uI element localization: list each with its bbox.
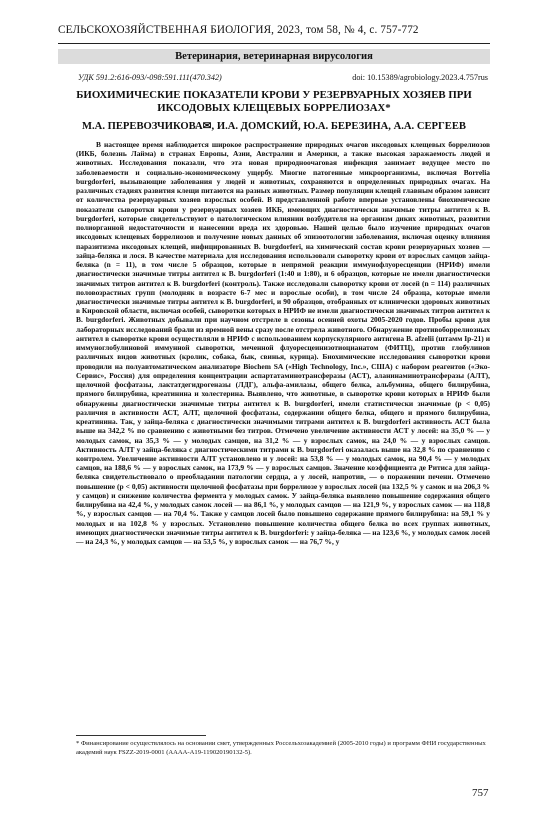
doi-link[interactable]: doi: 10.15389/agrobiology.2023.4.757rus	[352, 73, 488, 82]
author-list: М.А. ПЕРЕВОЗЧИКОВА✉, И.А. ДОМСКИЙ, Ю.А. БЕРЕЗИНА, А.А. СЕРГЕЕВ	[82, 121, 466, 132]
abstract-text: В настоящее время наблюдается широкое распространение природных очагов иксодовых клещевых боррелиозов (ИКБ, болезнь Лайма) в странах Европы, Азии, Австралии и Америки, а также высокая заражаемость людей и животных. Исследования показали, что эта новая природноочаговая инфекция занимает ведущее место по заболеваемости и социально-экономическому ущербу. Многие патогенные микроорганизмы, включая Borrelia burgdorferi, вызывающие заболевания у людей и животных, сохраняются в определенных природных очагах. На различных стадиях развития клещи питаются на разных животных. Размер популяции клещей главным образом зависит от количества резервуарных хозяев взрослых особей. В представленной работе впервые установлены биохимические показатели сыворотки крови у резервуарных хозяев ИКБ, имеющих диагностически значимые титры антител к B. burgdorferi, которые свидетельствуют о патологическом влиянии возбудителя на организм диких животных, развитии полиорганной недостаточности и нанесении вреда их здоровью. Нашей целью было изучение природных очагов иксодовых клещевых боррелиозов и получение новых данных об эпизоотологии заболевания, включая оценку влияния паразитизма иксодовых клещей, инфицированных B. burgdorferi, на химический состав крови резервуарных хозяев — зайца-беляка и лося. В качестве материала для исследования использовали сыворотку крови от взрослых самцов зайца-беляка (n = 11), в том числе 5 образцов, которые в непрямой реакции иммунофлуоресценции (НРИФ) имели диагностически значимые титры антител к B. burgdorferi (1:40 и 1:80), и 6 образцов, которые не имели диагностически значимых титров антител к B. burgdorferi (контроль). Также исследовали сыворотку крови от лосей (n = 114) различных половозрастных групп (молодняк в возрасте 6-7 мес и взрослые особи), в том числе 24 образца, которые имели диагностически значимые титры антител к B. burgdorferi, и 90 образцов, отобранных от клинически здоровых животных в Кировской области, включая особей, сыворотки которых в НРИФ не имели диагностически значимых титров антител к B. burgdorferi. Животных добывали при научном отстреле в сезоны осенней охоты 2005-2020 годов. Пробы крови для лабораторных исследований брали из яремной вены сразу после отстрела животного. Обнаружение противоборрелиозных антител в сыворотке крови осуществляли в НРИФ с использованием корпускулярного антигена B. afzelii (штамм Ip-21) и иммуноглобулиновой иммунной сыворотки, меченной флуоресцеинизотиоцианатом (ФИТЦ), против глобулинов различных видов животных (кролик, собака, бык, свинья, курица). Биохимические исследования сыворотки крови проводили на полуавтоматическом анализаторе Biochem SA («High Technology, Inc.», США) с набором реагентов («Эко-Сервис», Россия) для определения концентрации аспартатаминотрансферазы (АСТ), аланинаминотрансферазы (АЛТ), щелочной фосфатазы, лактатдегидрогеназы (ЛДГ), альфа-амилазы, общего белка, альбумина, общего билирубина, прямого билирубина, креатинина и холестерина. Выявлено, что животные, в сыворотке крови которых в НРИФ были обнаружены диагностически значимые титры антител к B. burgdorferi, имели статистически значимые (р < 0,05) различия в активности АСТ, АЛТ, щелочной фосфатазы, содержании общего белка, общего и прямого билирубина, креатинина. Так, у зайца-беляка с диагностически значимыми титрами антител к B. burgdorferi активность АСТ была выше на 342,2 % по сравнению с животными без титров. Отмечено увеличение активности АСТ у лосей: на 35,0 % — у молодых самок, на 35,3 % — у молодых самцов, на 31,2 % — у взрослых самок, на 24,0 % — у взрослых самцов. Активность АЛТ у зайца-беляка с диагностическими титрами к B. burgdorferi оказалась выше на 32,8 % по сравнению с контролем. Увеличение активности АЛТ установлено и у лосей: на 53,8 % — у молодых самок, на 90,4 % — у молодых самцов, на 188,6 % — у взрослых самок, на 173,9 % — у взрослых самцов. Значение коэффициента де Ритиса для зайца-беляка свидетельствовало о преобладании патологии сердца, а у лосей, напротив, — о поражении печени. Отмечено повышение (р < 0,05) активности щелочной фосфатазы при боррелиозе у взрослых лосей (на 132,5 % у самок и на 206,3 % у самцов) и снижение количества фермента у молодых самок. У зайца-беляка выявлено повышение содержания общего билирубина на 42,4 %, у молодых самок лосей — на 86,1 %, у молодых самцов — на 121,9 %, у взрослых самок — на 118,8 %, у взрослых самцов — на 70,4 %. Также у самцов лосей было повышено содержание прямого билирубина: на 59,1 % у молодых и на 102,8 % у взрослых. Установлено повышение количества общего белка во всех группах животных, имеющих диагностически значимые титры антител к B. burgdorferi: у зайца-беляка — на 123,6 %, у молодых самок лосей — на 24,3 %, у молодых самцов — на 53,5 %, у взрослых самок — на 76,7 %, у	[76, 140, 490, 547]
article-title: БИОХИМИЧЕСКИЕ ПОКАЗАТЕЛИ КРОВИ У РЕЗЕРВУАРНЫХ ХОЗЯЕВ ПРИ ИКСОДОВЫХ КЛЕЩЕВЫХ БОРРЕЛИОЗАХ*	[76, 89, 472, 114]
journal-header: СЕЛЬСКОХОЗЯЙСТВЕННАЯ БИОЛОГИЯ, 2023, том 58, № 4, с. 757-772	[58, 24, 419, 36]
header-divider	[58, 43, 490, 44]
section-heading: Ветеринария, ветеринарная вирусология	[58, 49, 490, 64]
footnote-divider	[76, 735, 206, 736]
footnote-text: * Финансирование осуществлялось на основании смет, утвержденных Россельхозакадемией (2005-2010 годы) и программ ФНИ государственных академий наук FSZZ-2019-0001 (АААА-А19-119020190132-5).	[76, 740, 486, 756]
udc-code: УДК 591.2:616-093/-098:591.111(470.342)	[78, 73, 222, 82]
page-number: 757	[472, 787, 489, 799]
